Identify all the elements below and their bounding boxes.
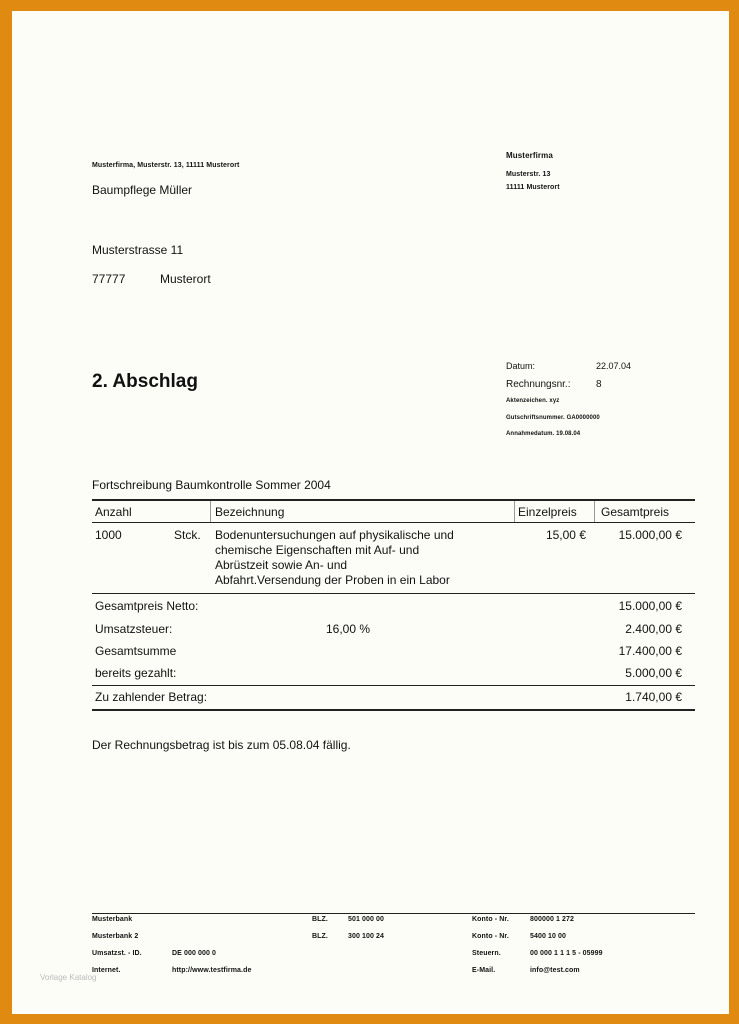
vat-rate: 16,00 % <box>326 622 371 636</box>
already-paid-value: 5.000,00 € <box>625 666 682 680</box>
footer-tax-value: 00 000 1 1 1 5 - 05999 <box>530 950 603 957</box>
header-description: Bezeichnung <box>215 505 285 519</box>
gross-total-label: Gesamtsumme <box>95 644 177 658</box>
credit-number-line: Gutschriftsnummer. GA0000000 <box>506 415 600 421</box>
payment-due-note: Der Rechnungsbetrag ist bis zum 05.08.04 fällig. <box>92 738 351 752</box>
due-top-rule <box>92 685 695 686</box>
footer-email-label: E-Mail. <box>472 967 496 974</box>
date-value: 22.07.04 <box>596 361 632 371</box>
header-separator <box>210 501 211 522</box>
footer-blz-value-2: 300 100 24 <box>348 933 385 940</box>
header-unit-price: Einzelpreis <box>518 505 577 519</box>
already-paid-label: bereits gezahlt: <box>95 666 177 680</box>
vat-value: 2.400,00 € <box>625 622 682 636</box>
item-description <box>215 528 454 588</box>
item-description-line: Abfahrt.Versendung der Proben in ein Labor <box>215 573 450 587</box>
table-top-rule <box>92 499 695 501</box>
footer-vat-id-value: DE 000 000 0 <box>172 950 217 957</box>
amount-due-value: 1.740,00 € <box>625 690 682 704</box>
footer-konto-value-1: 800000 1 272 <box>530 916 575 923</box>
footer-vat-id-label: Umsatzst. - ID. <box>92 950 142 957</box>
item-quantity: 1000 <box>95 528 122 542</box>
recipient-zip: 77777 <box>92 272 126 286</box>
header-quantity: Anzahl <box>95 505 132 519</box>
sender-block-name: Musterfirma <box>506 151 553 160</box>
amount-due-label: Zu zahlender Betrag: <box>95 690 208 704</box>
subject-line: Fortschreibung Baumkontrolle Sommer 2004 <box>92 478 331 492</box>
net-total-label: Gesamtpreis Netto: <box>95 599 199 613</box>
sender-return-line: Musterfirma, Musterstr. 13, 11111 Musterort <box>92 162 240 169</box>
due-bottom-rule <box>92 709 695 711</box>
footer-bank-2: Musterbank 2 <box>92 933 139 940</box>
invoice-number-value: 8 <box>596 379 602 390</box>
footer-blz-label-1: BLZ. <box>312 916 328 923</box>
header-total-price: Gesamtpreis <box>601 505 670 519</box>
item-total-price: 15.000,00 € <box>618 528 682 542</box>
footer-bank-1: Musterbank <box>92 916 133 923</box>
recipient-city: Musterort <box>160 272 211 286</box>
footer-internet-label: Internet. <box>92 967 121 974</box>
footer-konto-label-2: Konto - Nr. <box>472 933 509 940</box>
item-unit: Stck. <box>174 528 201 542</box>
header-separator <box>514 501 515 522</box>
item-unit-price: 15,00 € <box>545 528 586 542</box>
footer-email-link[interactable]: info@test.com <box>530 967 580 974</box>
footer-tax-label: Steuern. <box>472 950 501 957</box>
recipient-name: Baumpflege Müller <box>92 183 193 197</box>
footer-blz-label-2: BLZ. <box>312 933 328 940</box>
header-separator <box>594 501 595 522</box>
item-description-line: Bodenuntersuchungen auf physikalische und <box>215 528 454 542</box>
footer-konto-label-1: Konto - Nr. <box>472 916 509 923</box>
footer-internet-link[interactable]: http://www.testfirma.de <box>172 967 252 974</box>
watermark: Vorlage Katalog <box>40 973 97 982</box>
vat-label: Umsatzsteuer: <box>95 622 173 636</box>
net-total-value: 15.000,00 € <box>618 599 682 613</box>
invoice-page <box>12 11 729 1014</box>
reference-line: Aktenzeichen. xyz <box>506 398 560 404</box>
header-rule <box>92 522 695 523</box>
item-description-line: Abrüstzeit sowie An- und <box>215 558 348 572</box>
footer-konto-value-2: 5400 10 00 <box>530 933 567 940</box>
footer-rule <box>92 913 695 914</box>
items-bottom-rule <box>92 593 695 594</box>
receipt-date-line: Annahmedatum. 19.08.04 <box>506 431 581 437</box>
footer-blz-value-1: 501 000 00 <box>348 916 385 923</box>
document-title: 2. Abschlag <box>92 371 198 392</box>
recipient-street: Musterstrasse 11 <box>92 243 184 257</box>
sender-block-city: 11111 Musterort <box>506 184 560 191</box>
item-description-line: chemische Eigenschaften mit Auf- und <box>215 543 420 557</box>
invoice-number-label: Rechnungsnr.: <box>506 379 571 390</box>
gross-total-value: 17.400,00 € <box>618 644 682 658</box>
date-label: Datum: <box>506 361 536 371</box>
sender-block-street: Musterstr. 13 <box>506 171 551 178</box>
